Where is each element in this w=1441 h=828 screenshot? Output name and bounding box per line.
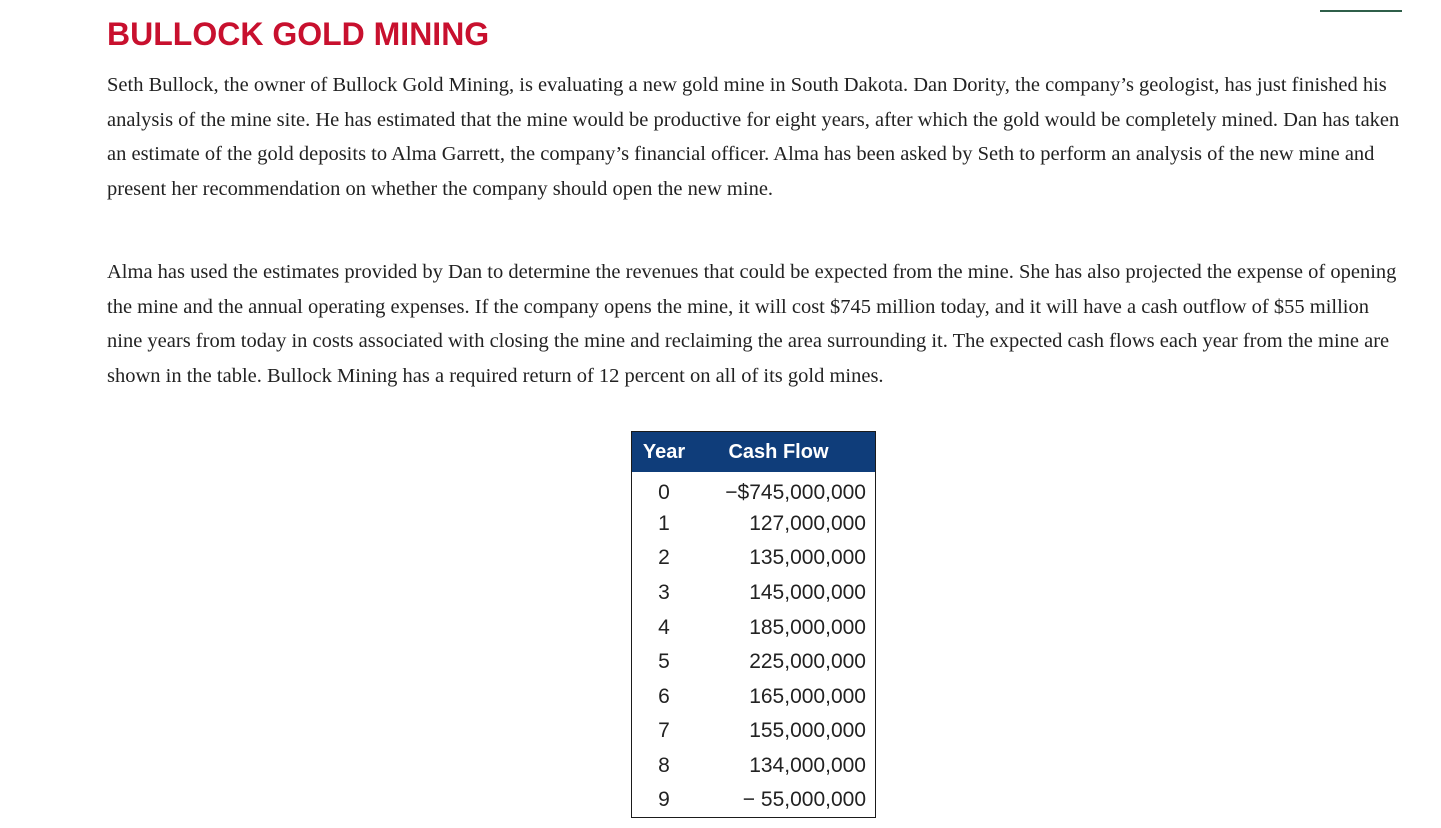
table-header-row [632,432,876,473]
year-cell: 7 [658,719,670,743]
cash-flow-cell: −$745,000,000 [725,481,866,505]
year-cell: 0 [658,481,670,505]
header-year: Year [642,440,686,463]
year-cell: 3 [658,581,670,605]
year-cell: 1 [658,511,670,535]
cash-flow-cell: − 55,000,000 [742,788,866,812]
cash-flow-cell: 155,000,000 [749,719,866,743]
table-row [632,645,876,680]
table-row [632,472,876,507]
table-row [632,507,876,542]
year-cell: 4 [658,615,670,639]
year-cell: 8 [658,754,670,778]
top-divider [1320,10,1402,12]
page-title: BULLOCK GOLD MINING [107,16,490,52]
cash-flow-table [631,431,876,818]
table-row [632,610,876,645]
year-cell: 9 [658,788,670,812]
cash-flow-cell: 225,000,000 [749,650,866,674]
year-cell: 5 [658,650,670,674]
year-cell: 2 [658,546,670,570]
table-row [632,541,876,576]
intro-paragraph: Seth Bullock, the owner of Bullock Gold Mining, is evaluating a new gold mine in South Dakota. Dan Dority, the company’s geologist, has just finished his analysis of the mine site. He has estimated that the mine would be productive for eight years, after which the gold would be completely mined. Dan has taken an estimate of the gold deposits to Alma Garrett, the company’s financial officer. Alma has been asked by Seth to perform an analysis of the new mine and present her recommendation on whether the company should open the new mine. [107,74,1400,200]
table-row [632,783,876,818]
cash-flow-cell: 135,000,000 [749,546,866,570]
header-cash-flow: Cash Flow [728,440,829,463]
cash-flow-cell: 165,000,000 [749,684,866,708]
details-paragraph: Alma has used the estimates provided by Dan to determine the revenues that could be expected from the mine. She has also projected the expense of opening the mine and the annual operating expenses. If the company opens the mine, it will cost $745 million today, and it will have a cash outflow of $55 million nine years from today in costs associated with closing the mine and reclaiming the area surrounding it. The expected cash flows each year from the mine are shown in the table. Bullock Mining has a required return of 12 percent on all of its gold mines. [107,261,1397,387]
table-row [632,576,876,611]
year-cell: 6 [658,684,670,708]
table-row [632,680,876,715]
cash-flow-cell: 134,000,000 [749,754,866,778]
table-row [632,749,876,784]
cash-flow-cell: 185,000,000 [749,615,866,639]
cash-flow-cell: 127,000,000 [749,511,866,535]
cash-flow-cell: 145,000,000 [749,581,866,605]
table-row [632,714,876,749]
